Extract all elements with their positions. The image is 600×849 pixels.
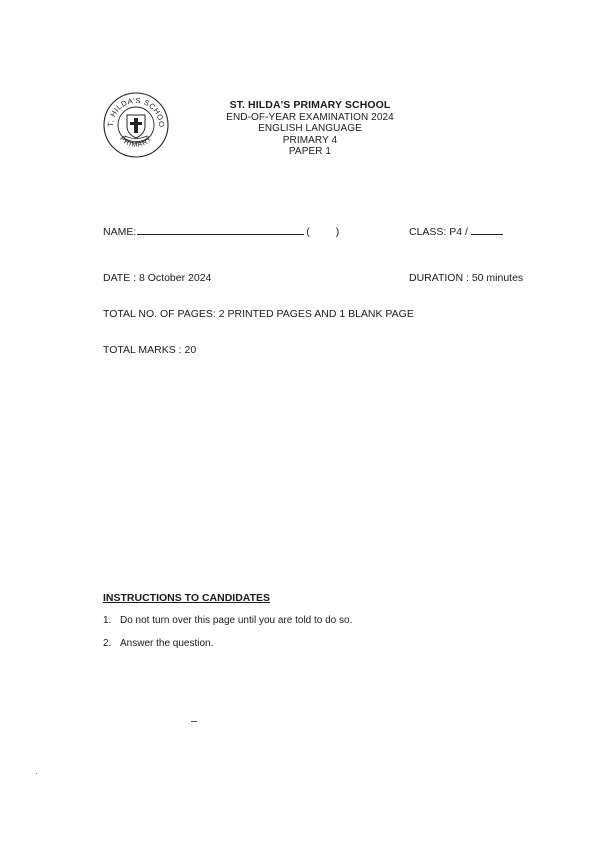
name-blank-line[interactable]: [137, 225, 304, 235]
scan-speck: [36, 773, 37, 774]
marks-value: 20: [184, 344, 197, 356]
instructions-list: [103, 615, 352, 661]
index-paren-close: ): [335, 226, 340, 238]
school-crest-logo: [101, 92, 171, 158]
instruction-item: [103, 638, 352, 650]
exam-title: END-OF-YEAR EXAMINATION 2024: [226, 111, 394, 123]
pages-value: 2 PRINTED PAGES AND 1 BLANK PAGE: [218, 308, 414, 320]
duration-label: DURATION :: [409, 272, 469, 284]
pages-label: TOTAL NO. OF PAGES:: [103, 308, 216, 320]
school-name: ST. HILDA'S PRIMARY SCHOOL: [229, 99, 391, 111]
instructions-heading: INSTRUCTIONS TO CANDIDATES: [103, 592, 271, 604]
svg-text:ST. HILDA'S SCHOOL: T. HILDA'S SCHOO: [105, 95, 167, 128]
index-paren-open: (: [306, 226, 310, 238]
class-label: CLASS: P4 /: [409, 226, 468, 238]
name-field-row: [103, 225, 339, 238]
name-label: NAME:: [103, 226, 137, 238]
duration-row: [409, 272, 523, 284]
exam-header: [200, 100, 420, 158]
level-title: PRIMARY 4: [282, 134, 338, 146]
class-field-row: [409, 225, 503, 238]
instruction-text: Do not turn over this page until you are told to do so.: [120, 615, 353, 626]
instruction-number: 2.: [103, 638, 112, 649]
total-marks-row: [103, 344, 196, 356]
total-pages-row: [103, 308, 414, 320]
class-blank-line[interactable]: [471, 225, 503, 235]
instruction-item: [103, 615, 352, 627]
svg-text:PRIMARY: PRIMARY: [118, 135, 154, 149]
date-value: 8 October 2024: [138, 272, 212, 284]
instruction-number: 1.: [103, 615, 112, 626]
instruction-text: Answer the question.: [120, 638, 214, 649]
scan-speck: [191, 721, 197, 722]
date-row: [103, 272, 211, 284]
paper-title: PAPER 1: [288, 146, 332, 157]
date-label: DATE :: [103, 272, 137, 284]
subject-title: ENGLISH LANGUAGE: [258, 123, 362, 134]
marks-label: TOTAL MARKS :: [103, 344, 182, 356]
duration-value: 50 minutes: [471, 272, 524, 284]
